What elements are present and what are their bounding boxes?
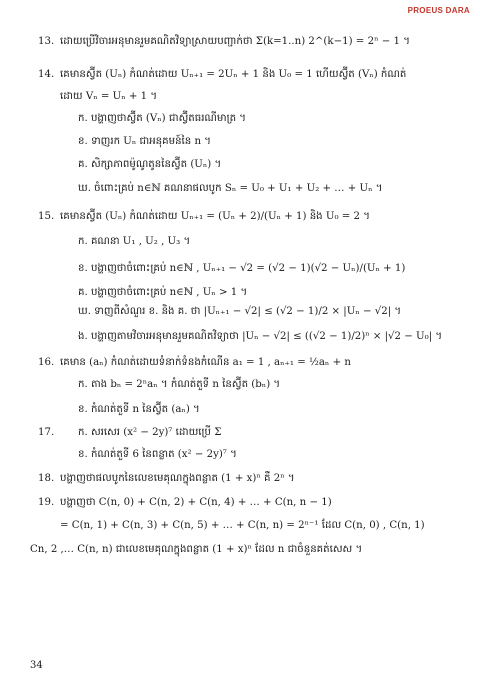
exercise-part: ខ. កំណត់តួទី 6 នៃពន្លាត (x² − 2y)⁷ ។ — [78, 449, 237, 460]
exercise-number: 15. — [38, 211, 55, 222]
exercise-number: 14. — [38, 69, 55, 80]
exercise-text: ដោយប្រើវិចារអនុមានរួមគណិតវិទ្យាស្រាយបញ្ជាក់ថា Σ(k=1..n) 2^(k−1) = 2ⁿ − 1 ។ — [60, 36, 410, 47]
exercise-number: 18. — [38, 473, 55, 484]
exercise-number: 13. — [38, 36, 55, 47]
exercise-text: គេមាន (aₙ) កំណត់ដោយទំនាក់ទំនងកំណើន a₁ = 1 , aₙ₊₁ = ½aₙ + n — [60, 357, 351, 368]
exercise-text: គេមានស្វ៊ីត (Uₙ) កំណត់ដោយ Uₙ₊₁ = 2Uₙ + 1 និង U₀ = 1 ហើយស្វ៊ីត (Vₙ) កំណត់ — [60, 69, 407, 80]
author-header: PROEUS DARA — [407, 6, 470, 15]
exercise-text: ដោយ Vₙ = Uₙ + 1 ។ — [60, 91, 158, 102]
exercise-part: ក. បង្ហាញថាស្វ៊ីត (Vₙ) ជាស្វ៊ីតធរណីមាត្រ ។ — [78, 113, 247, 124]
exercise-number: 19. — [38, 497, 55, 508]
exercise-text: បង្ហាញថាផលបូកនៃលេខមេគុណក្នុងពន្លាត (1 + x)ⁿ គឺ 2ⁿ ។ — [60, 473, 295, 484]
exercise-text: = C(n, 1) + C(n, 3) + C(n, 5) + … + C(n, n) = 2ⁿ⁻¹ ដែល C(n, 0) , C(n, 1) — [60, 520, 425, 531]
exercise-part: ឃ. ចំពោះគ្រប់ n∈ℕ គណនាផលបូក Sₙ = U₀ + U₁ + U₂ + … + Uₙ ។ — [78, 183, 383, 194]
exercise-part: ក. គណនា U₁ , U₂ , U₃ ។ — [78, 236, 191, 247]
exercise-part: ឃ. ទាញពីសំណួរ ខ. និង គ. ថា |Uₙ₊₁ − √2| ≤ (√2 − 1)/2 × |Uₙ − √2| ។ — [78, 306, 402, 317]
exercise-text: គេមានស្វ៊ីត (Uₙ) កំណត់ដោយ Uₙ₊₁ = (Uₙ + 2)/(Uₙ + 1) និង U₀ = 2 ។ — [60, 211, 370, 222]
exercise-text: Cn, 2 ,… C(n, n) ជាលេខមេគុណក្នុងពន្លាត (1 + x)ⁿ ដែល n ជាចំនួនគត់សេស ។ — [30, 544, 363, 555]
exercise-part: ខ. បង្ហាញថាចំពោះគ្រប់ n∈ℕ , Uₙ₊₁ − √2 = (√2 − 1)(√2 − Uₙ)/(Uₙ + 1) — [78, 263, 406, 274]
exercise-part: ក. តាង bₙ = 2ⁿaₙ ។ កំណត់តួទី n នៃស្វ៊ីត (bₙ) ។ — [78, 379, 281, 390]
exercise-part: ខ. ទាញរក Uₙ ជាអនុគមន៍នៃ n ។ — [78, 136, 211, 147]
exercise-part: ង. បង្ហាញតាមវិចារអនុមានរួមគណិតវិទ្យាថា |Uₙ − √2| ≤ ((√2 − 1)/2)ⁿ × |√2 − U₀| ។ — [78, 331, 443, 342]
exercise-part: ខ. កំណត់តួទី n នៃស្វ៊ីត (aₙ) ។ — [78, 404, 200, 415]
exercise-part: គ. បង្ហាញថាចំពោះគ្រប់ n∈ℕ , Uₙ > 1 ។ — [78, 287, 248, 298]
exercise-number: 16. — [38, 357, 55, 368]
page-number: 34 — [30, 660, 43, 671]
exercise-text: បង្ហាញថា C(n, 0) + C(n, 2) + C(n, 4) + … + C(n, n − 1) — [60, 497, 332, 508]
exercise-part: គ. សិក្សាភាពម៉ូណូតូននៃស្វ៊ីត (Uₙ) ។ — [78, 159, 222, 170]
exercise-number: 17. — [38, 427, 55, 438]
exercise-part: ក. សរសេរ (x² − 2y)⁷ ដោយប្រើ Σ — [78, 427, 222, 438]
